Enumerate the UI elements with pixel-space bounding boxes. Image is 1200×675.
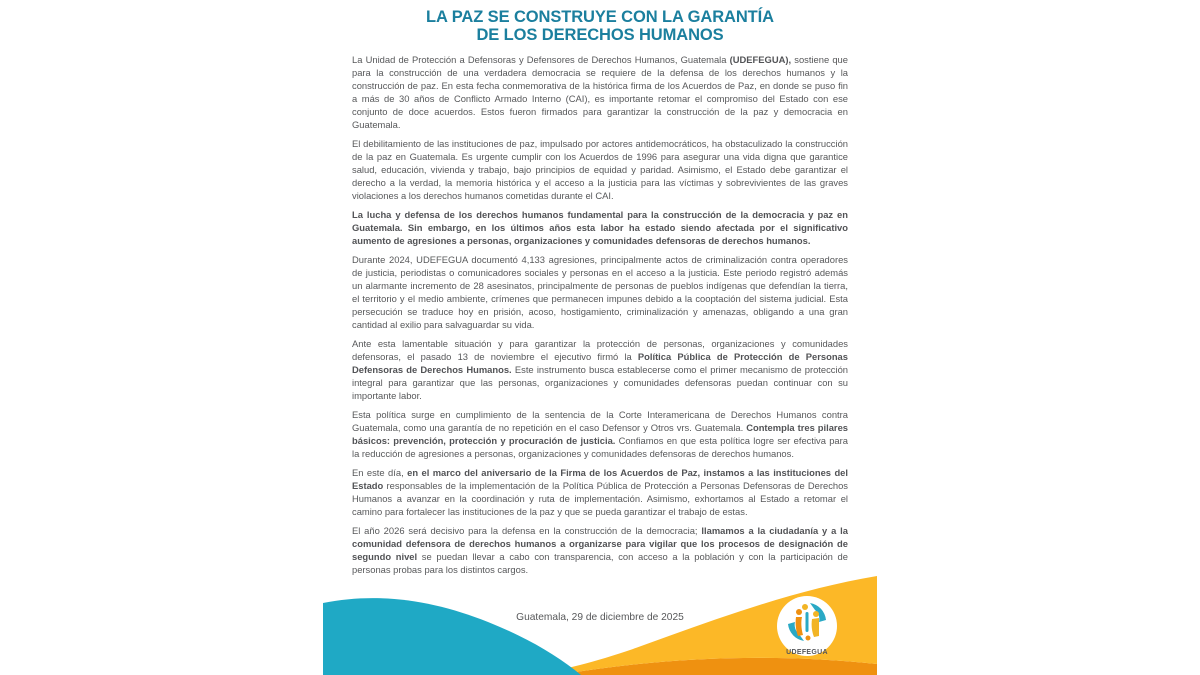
udefegua-logo bbox=[777, 596, 837, 656]
paragraph: El año 2026 será decisivo para la defensa en la construcción de la democracia; llamamos a la ciudadanía y a la comunidad defensora de derechos humanos a organizarse para vigilar que los procesos de designación de segundo nivel se puedan llevar a cabo con transparencia, con acceso a la población y con la participación de personas probas para los distintos cargos. bbox=[352, 525, 848, 575]
page-title bbox=[352, 9, 848, 44]
teal-wave-shape bbox=[323, 598, 581, 675]
paragraph: La lucha y defensa de los derechos humanos fundamental para la construcción de la democracia y paz en Guatemala. Sin embargo, en los últimos años esta labor ha estado siendo afectada por el significativo aumento de agresiones a personas, organizaciones y comunidades defensoras de derechos humanos. bbox=[352, 209, 848, 246]
dateline: Guatemala, 29 de diciembre de 2025 bbox=[516, 612, 684, 623]
document-body bbox=[352, 53, 848, 576]
paragraph: Durante 2024, UDEFEGUA documentó 4,133 agresiones, principalmente actos de criminalización contra operadores de justicia, periodistas o comunicadores sociales y personas en el acceso a la justicia. Este periodo registró además un alarmante incremento de 28 asesinatos, principalmente de personas de pueblos indígenas que defendían la tierra, el territorio y el medio ambiente, crímenes que permanecen impunes debido a la cooptación del sistema judicial. Esta persecución se traduce hoy en prisión, acoso, hostigamiento, criminalización y amenazas, obligando a una gran cantidad al exilio para salvaguardar su vida. bbox=[352, 254, 848, 330]
page-title-line-2: DE LOS DERECHOS HUMANOS bbox=[476, 25, 724, 44]
paragraph: Esta política surge en cumplimiento de la sentencia de la Corte Interamericana de Derechos Humanos contra Guatemala, como una garantía de no repetición en el caso Defensor y Otros vrs. Guatemala. Contempla tres pilares básicos: prevención, protección y procuración de justicia. Confiamos en que esta política logre ser efectiva para la reducción de agresiones a personas, organizaciones y comunidades defensoras de derechos humanos. bbox=[352, 409, 849, 459]
paragraph: Ante esta lamentable situación y para garantizar la protección de personas, organizaciones y comunidades defensoras, el pasado 13 de noviembre el ejecutivo firmó la Política Pública de Protección de Personas Defensoras de Derechos Humanos. Este instrumento busca establecerse como el primer mecanismo de protección integral para garantizar que las personas, organizaciones y comunidades defensoras puedan continuar con su importante labor. bbox=[352, 338, 849, 401]
document-content bbox=[323, 0, 877, 576]
logo-label: UDEFEGUA bbox=[786, 649, 828, 656]
paragraph: La Unidad de Protección a Defensoras y Defensores de Derechos Humanos, Guatemala (UDEFEGUA), sostiene que para la construcción de una verdadera democracia se requiere de la defensa de los derechos humanos y la construcción de paz. En esta fecha conmemorativa de la histórica firma de los Acuerdos de Paz, en donde se puso fin a más de 30 años de Conflicto Armado Interno (CAI), es importante retomar el compromiso del Estado con ese conjunto de doce acuerdos. Estos fueron firmados para garantizar la construcción de la paz y democracia en Guatemala. bbox=[352, 54, 848, 130]
paragraph: El debilitamiento de las instituciones de paz, impulsado por actores antidemocráticos, ha obstaculizado la construcción de la paz en Guatemala. Es urgente cumplir con los Acuerdos de 1996 para asegurar una vida digna que garantice salud, educación, vivienda y trabajo, bajo principios de equidad y paridad. Asimismo, el Estado debe garantizar el derecho a la verdad, la memoria histórica y el acceso a la justicia para las víctimas y sobrevivientes de las graves violaciones a los derechos humanos cometidas durante el CAI. bbox=[352, 138, 848, 201]
page-title-line-1: LA PAZ SE CONSTRUYE CON LA GARANTÍA bbox=[426, 8, 774, 26]
document-page bbox=[323, 0, 877, 675]
logo-orange-dot bbox=[806, 636, 811, 641]
paragraph: En este día, en el marco del aniversario de la Firma de los Acuerdos de Paz, instamos a las instituciones del Estado responsables de la implementación de la Política Pública de Protección a Personas Defensoras de Derechos Humanos a avanzar en la coordinación y ruta de implementación. Asimismo, exhortamos al Estado a retomar el camino para fortalecer las instituciones de la paz y que se pueda garantizar el trabajo de estas. bbox=[352, 467, 848, 517]
logo-yellow-dot bbox=[802, 604, 808, 610]
